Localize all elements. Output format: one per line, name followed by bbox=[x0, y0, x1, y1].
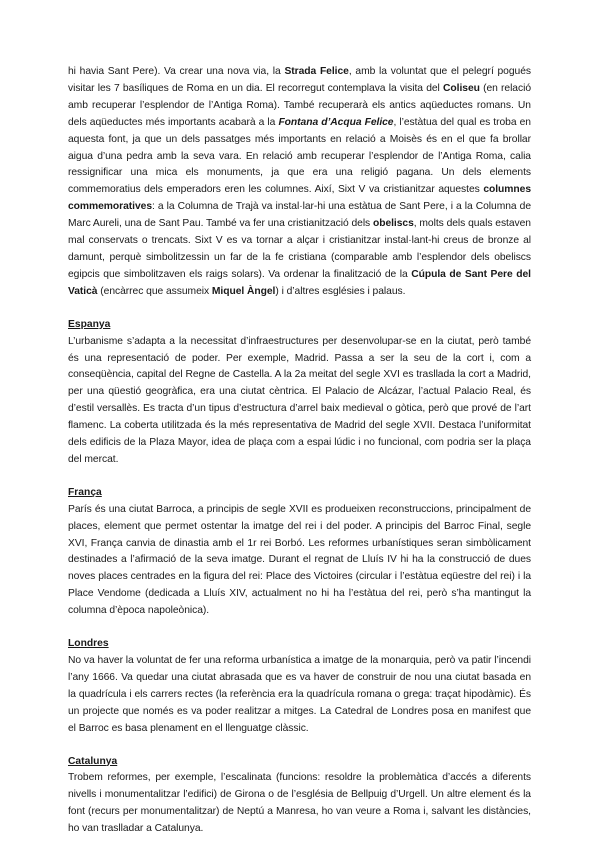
section-londres bbox=[68, 636, 531, 737]
paragraph-franca: París és una ciutat Barroca, a principis de segle XVII es produeixen reconstruccions, principalment de places, element que permet ostentar la imatge del rei i del poder. A principis del Barroc Final, segle XVI, França canvia de dinastia amb el 1r rei Borbó. Les reformes urbanístiques seran simbòlicament destinades a l’afirmació de la seva imatge. Durant el regnat de Lluís IV hi ha la construcció de dues noves places centrades en la figura del rei: Place des Victoires (circular i l’estàtua eqüestre del rei) i la Place Vendome (dedicada a Lluís XIV, actualment no hi ha l’estàtua del rei, però s’ha mantingut la columna d’època napoleònica). bbox=[68, 503, 531, 617]
intro-text-6: , molts dels quals estaven mal conservats o trencats. Sixt V es va tornar a alçar i cristianitzar instal·lant-hi creus de bronze al damunt, perquè simbolitzessin un far de la fe cristiana (comparable amb l’esplendor dels obeliscs egipcis que simbolitzaven els raigs solars). Va ordenar la finalització de la bbox=[68, 218, 531, 280]
intro-text-7: (encàrrec que assumeix bbox=[97, 285, 212, 297]
obeliscs-term: obeliscs bbox=[372, 218, 414, 230]
intro-text-3: (en relació amb recuperar l’esplendor de l’Antiga Roma). També recuperarà els antics aqüeductes romans. Un dels aqüeductes més importants acabarà a la bbox=[68, 82, 532, 128]
intro-text-4: , l’estàtua del qual es troba en aquesta font, ja que un dels passatges més importants en relació a Moisès és en el que fa brollar aigua d’una pedra amb la seva vara. En relació amb recuperar l’esplendor de l’Antiga Roma, calia ressignificar una mica els monuments, ja que era una religió pagana. Un dels elements commemoratius dels emperadors eren les columnes. Així, Sixt V va cristianitzar aquestes bbox=[68, 116, 531, 196]
intro-text-8: ) i d’altres esglésies i palaus. bbox=[275, 285, 406, 297]
fontana-term: Fontana d’Acqua Felice bbox=[278, 116, 394, 128]
cupula-term: Cúpula de Sant Pere del Vaticà bbox=[68, 268, 531, 297]
intro-text-1: hi havia Sant Pere). Va crear una nova via, la bbox=[68, 66, 285, 77]
columnes-term: columnes commemoratives bbox=[68, 184, 531, 213]
strada-felice-term: Strada Felice bbox=[284, 66, 349, 77]
heading-franca: França bbox=[68, 486, 102, 498]
heading-espanya: Espanya bbox=[68, 318, 111, 330]
coliseu-term: Coliseu bbox=[443, 82, 480, 94]
miquel-angel-term: Miquel Àngel bbox=[211, 285, 276, 297]
section-catalunya bbox=[68, 754, 531, 839]
section-franca bbox=[68, 485, 531, 620]
heading-londres: Londres bbox=[68, 638, 109, 650]
page-content bbox=[68, 64, 531, 838]
paragraph-espanya: L’urbanisme s’adapta a la necessitat d’infraestructures per desenvolupar-se en la ciutat, però també és una representació de poder. Per exemple, Madrid. Passa a ser la seu de la cort i, com a conseqüència, capital del Regne de Castella. A la 2a meitat del segle XVI es trasllada la cort a Madrid, per una qüestió geogràfica, era una ciutat cèntrica. El Palacio de Alcázar, l’actual Palacio Real, és d’estil versallès. Es tracta d’un tipus d’estructura d’arrel baix medieval o gòtica, però que prové de l’art flamenc. La coberta utilitzada és la més representativa de Madrid del segle XVII. Destaca l’uniformitat dels edificis de la Plaza Mayor, idea de plaça com a espai lúdic i no funcional, com podria ser la plaça del mercat. bbox=[68, 335, 531, 465]
paragraph-catalunya: Trobem reformes, per exemple, l’escalinata (funcions: resoldre la problemàtica d’accés a diferents nivells i monumentalitzar l’edifici) de Girona o de l’església de Bellpuig d’Urgell. Un altre element és la font (recurs per monumentalitzar) de Neptú a Manresa, ho van veure a Roma i, salvant les distàncies, ho van traslladar a Catalunya. bbox=[68, 772, 531, 835]
section-espanya bbox=[68, 317, 531, 469]
intro-text-5: : a la Columna de Trajà va instal·lar-hi una estàtua de Sant Pere, i a la Columna de Marc Aureli, una de Sant Pau. També va fer una cristianització dels bbox=[68, 201, 531, 230]
intro-text-2: , amb la voluntat que el pelegrí pogués visitar les 7 basíliques de Roma en un dia. El recorregut contemplava la visita del bbox=[68, 66, 531, 94]
intro-paragraph bbox=[68, 64, 531, 301]
paragraph-londres: No va haver la voluntat de fer una reforma urbanística a imatge de la monarquia, però va patir l’incendi l’any 1666. Va quedar una ciutat abrasada que es va haver de construir de nou una ciutat basada en la quadrícula i els carrers rectes (la referència era la quadrícula romana o grega: traçat hipodàmic). És un projecte que només es va poder realitzar a mitges. La Catedral de Londres posa en manifest que el Barroc es basa plenament en el llenguatge clàssic. bbox=[68, 655, 531, 734]
heading-catalunya: Catalunya bbox=[68, 755, 118, 767]
